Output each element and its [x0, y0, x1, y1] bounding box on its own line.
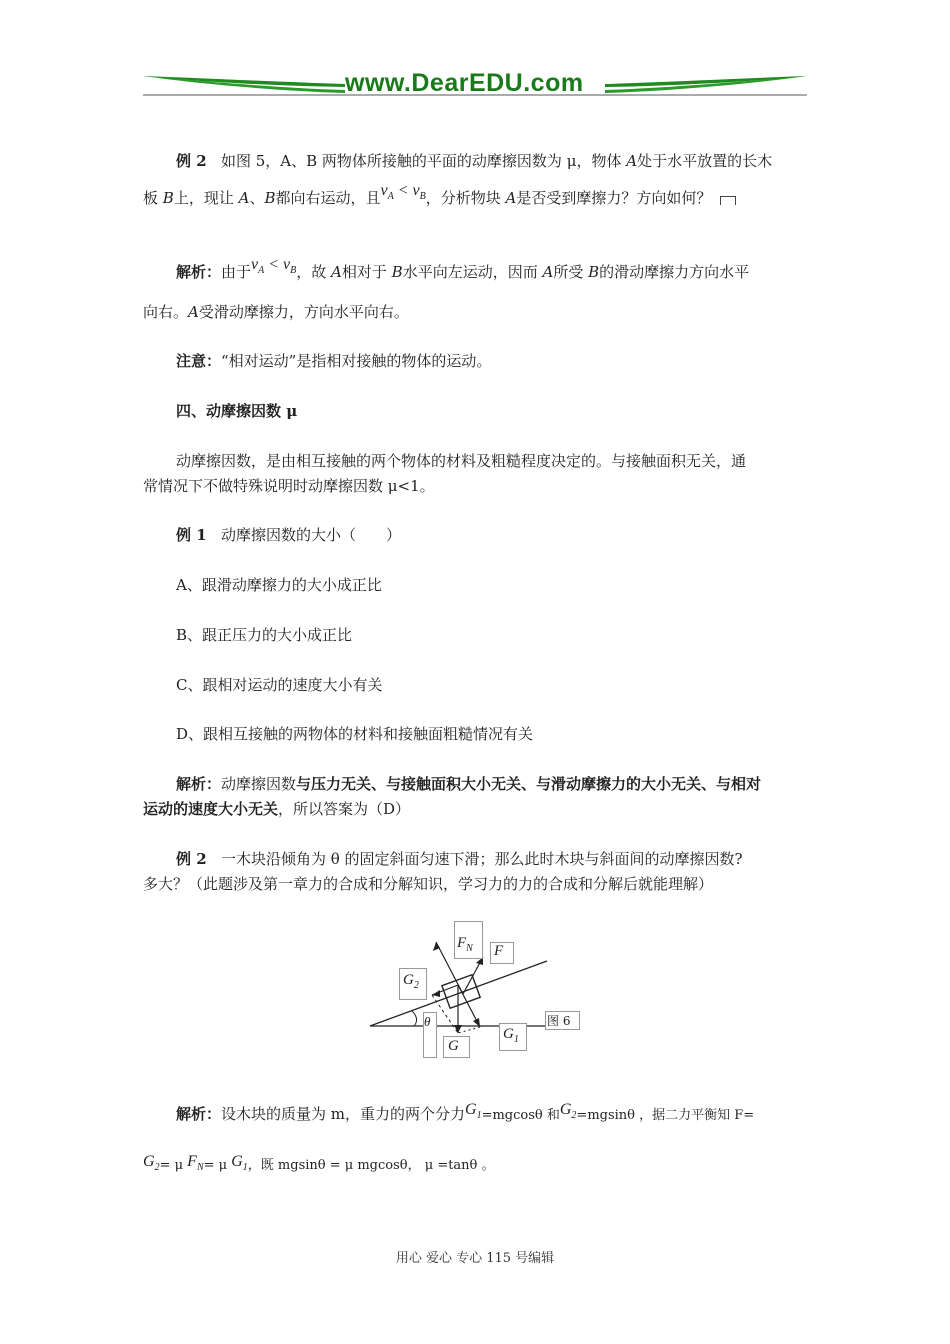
- example-2b-question-line2: 多大？（此题涉及第一章力的合成和分解知识，学习力的力的合成和分解后就能理解）: [143, 875, 714, 893]
- note: 注意：“相对运动”是指相对接触的物体的运动。: [176, 352, 492, 370]
- site-title[interactable]: www.DearEDU.com: [345, 69, 584, 97]
- analysis-3: 解析：设木块的质量为 m，重力的两个分力$G_1=mgcos\theta$ 和$G_2=mgsin\theta$ ，据二力平衡知 F=: [176, 1101, 755, 1123]
- analysis-1: 解析：由于$v_A < v_B$，故 A相对于 B水平向左运动，因而 A所受 B的滑动摩擦力方向水平: [176, 256, 750, 281]
- option-c: C、跟相对运动的速度大小有关: [176, 676, 383, 694]
- option-b: B、跟正压力的大小成正比: [176, 626, 353, 644]
- fn-label: $F_N$: [457, 935, 473, 954]
- analysis-2: 解析：动摩擦因数与压力无关、与接触面积大小无关、与滑动摩擦力的大小无关、与相对: [176, 775, 762, 793]
- option-d: D、跟相互接触的两物体的材料和接触面粗糙情况有关: [176, 725, 534, 743]
- g1-label: $G_1$: [503, 1026, 519, 1045]
- option-a: A、跟滑动摩擦力的大小成正比: [176, 576, 382, 594]
- example-2b-question: 例 2 一木块沿倾角为 θ 的固定斜面匀速下滑；那么此时木块与斜面间的动摩擦因数?: [176, 850, 743, 868]
- g-label: G: [448, 1038, 459, 1054]
- analysis-1-line2: 向右。A受滑动摩擦力，方向水平向右。: [143, 303, 409, 321]
- section-heading: 四、动摩擦因数 μ: [176, 402, 298, 420]
- example-1-question: 例 1 动摩擦因数的大小（ ）: [176, 526, 401, 544]
- intro-line1: 动摩擦因数，是由相互接触的两个物体的材料及粗糙程度决定的。与接触面积无关，通: [176, 452, 747, 470]
- va-lt-vb: $v_A < v_B$: [380, 182, 426, 203]
- example-2-question-line2: 板 B上，现让 A、B都向右运动，且$v_A < v_B$，分析物块 A是否受到摩擦力？方向如何？: [143, 185, 807, 218]
- intro-line2: 常情况下不做特殊说明时动摩擦因数 μ<1。: [143, 477, 435, 495]
- figure-placeholder-icon: [720, 196, 736, 205]
- example-2-question: 例 2 如图 5，A、B 两物体所接触的平面的动摩擦因数为 μ，物体 A处于水平放置的长木: [176, 152, 773, 170]
- theta-label: θ: [424, 1014, 431, 1029]
- f-label: F: [494, 943, 504, 959]
- analysis-3-line2: $G_2= \mu$ $F_N= \mu$ $G_1$，既 mgsinθ = μ mgcosθ， μ =tanθ 。: [143, 1153, 495, 1174]
- figure-caption: 图 6: [547, 1014, 571, 1028]
- analysis-2-line2: 运动的速度大小无关，所以答案为（D）: [143, 800, 411, 818]
- page-footer: 用心 爱心 专心 115 号编辑: [395, 1251, 555, 1266]
- g2-label: $G_2$: [403, 972, 419, 991]
